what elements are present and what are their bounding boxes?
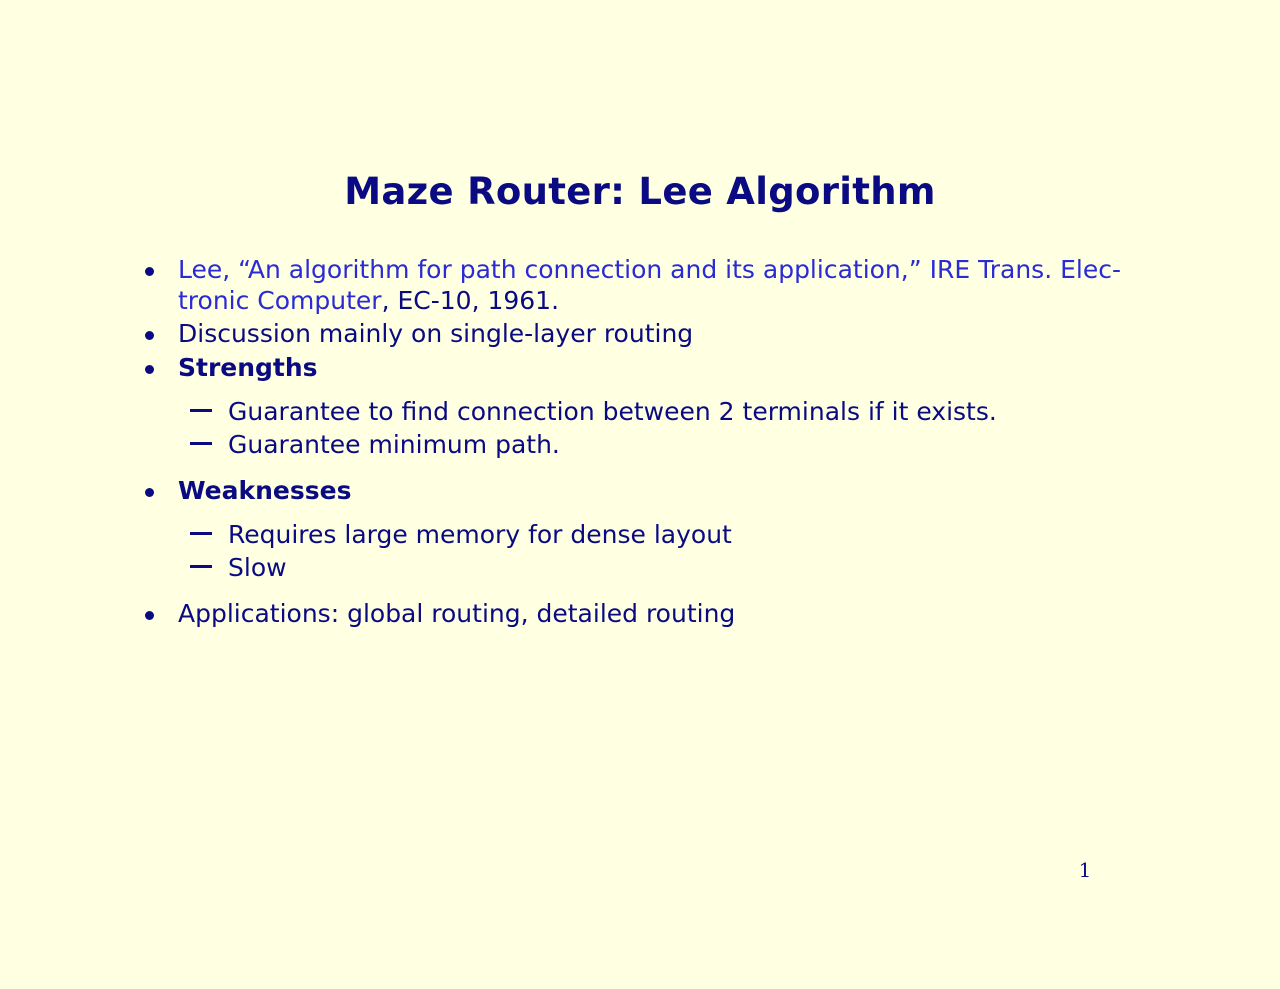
strength-item: Guarantee minimum path. — [228, 430, 560, 459]
bullet-dot — [145, 331, 154, 340]
strength-item: Guarantee to find connection between 2 terminals if it exists. — [228, 397, 997, 426]
weakness-item: Slow — [228, 553, 287, 582]
reference-author: Lee, — [178, 255, 231, 284]
reference-journal-continued: tronic Computer — [178, 286, 382, 315]
reference-line-1 — [178, 254, 1121, 286]
bullet-dot — [145, 267, 154, 276]
bullet-dot — [145, 365, 154, 374]
sub-bullet-dash — [190, 565, 212, 568]
sub-bullet-dash — [190, 409, 212, 412]
bullet-strengths: Strengths — [178, 353, 318, 382]
reference-volume-year: , EC-10, 1961. — [381, 286, 560, 315]
bullet-discussion: Discussion mainly on single-layer routing — [178, 319, 694, 348]
reference-journal: IRE Trans. Elec- — [929, 255, 1121, 284]
page-number: 1 — [1078, 858, 1092, 882]
reference-line-2 — [178, 285, 559, 317]
bullet-weaknesses: Weaknesses — [178, 476, 352, 505]
reference-title: “An algorithm for path connection and its application,” — [238, 255, 922, 284]
slide-title: Maze Router: Lee Algorithm — [344, 170, 936, 213]
bullet-applications: Applications: global routing, detailed routing — [178, 599, 736, 628]
bullet-dot — [145, 488, 154, 497]
bullet-dot — [145, 611, 154, 620]
weakness-item: Requires large memory for dense layout — [228, 520, 732, 549]
sub-bullet-dash — [190, 442, 212, 445]
sub-bullet-dash — [190, 532, 212, 535]
